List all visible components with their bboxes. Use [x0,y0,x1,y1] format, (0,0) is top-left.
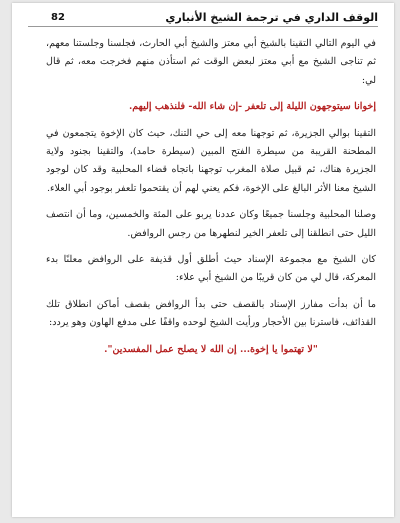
paragraph-5: ما أن بدأت مفارز الإسناد بالقصف حتى بدأ الروافض بقصف أماكن انطلاق تلك القذائف، فاسترنا بين الأحجار ورأيت الشيخ لوحده واقفًا على مدفع الهاون وهو يردد: [46,298,376,329]
paragraph-1: في اليوم التالي التقينا بالشيخ أبي معتز والشيخ أبي الحارث، فجلسنا وجلستنا معهم، ثم تناجى الشيخ مع أبي معتز لبعض الوقت ثم استأذن منهم فخرجت معه، ثم قال لي: [46,38,376,86]
page-number: 82 [51,12,65,23]
highlighted-quote-1: إخوانا سيتوجهون الليلة إلى تلعفر -إن شاء الله- فلنذهب إليهم. [128,101,376,113]
highlighted-quote-2: "لا تهتموا يا إخوة... إن الله لا يصلح عمل المفسدين". [104,343,318,355]
paragraph-4: كان الشيخ مع مجموعة الإسناد حيث أطلق أول قذيفة على الروافض معلنًا بدء المعركة، قال لي من كان قريبًا من الشيخ أبي علاء: [46,254,376,284]
paragraph-3: وصلنا المحلبية وجلسنا جميعًا وكان عددنا يربو على المئة والخمسين، وما أن انتصف الليل حتى انطلقنا إلى تلعفر الخير لنطهرها من رجس الروافض. [46,209,376,239]
body-text [46,35,376,359]
header-divider [28,26,378,27]
running-title: الوقف الداري في ترجمة الشيخ الأنباري [165,11,378,24]
document-page [12,3,394,517]
paragraph-2: التقينا بوالي الجزيرة، ثم توجهنا معه إلى حي التنك، حيث كان الإخوة يتجمعون في المطحنة القريبة من سيطرة الفتح المبين (سيطرة حامد)، والتقينا بجنود ولاية الجزيرة هناك، ثم قبيل صلاة المغرب توجهنا باتجاه قضاء المحلبية وقد كان لوجود الشيخ معنا الأثر البالغ على الإخوة، فكم يعني لهم أن يقتحموا تلعفر بوجود أبي العلاء. [46,127,376,194]
